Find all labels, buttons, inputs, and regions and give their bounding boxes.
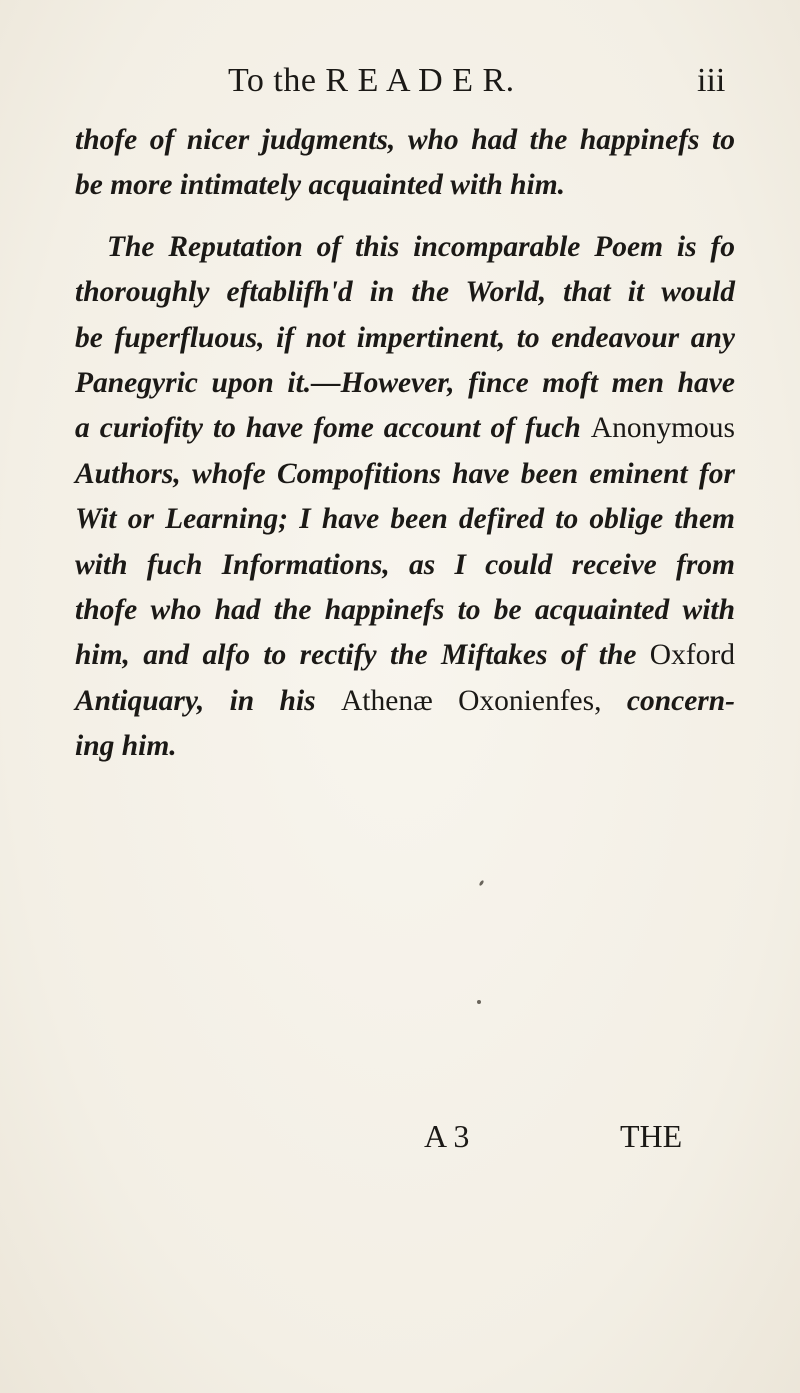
- catchword: THE: [620, 1118, 683, 1154]
- text-line-with-roman: [75, 406, 735, 451]
- text-line: Panegyric upon it.—However, fince moft men have: [75, 366, 735, 399]
- body-text: [75, 118, 735, 769]
- text-line: be more intimately acquainted with him.: [75, 169, 566, 202]
- roman-word: Athenæ Oxonienfes,: [341, 684, 602, 717]
- text-line: thofe of nicer judgments, who had the happinefs to: [75, 124, 735, 156]
- text-line: Authors, whofe Compofitions have been eminent for: [75, 457, 735, 490]
- page-footer: [0, 1118, 800, 1168]
- paragraph-gap: [75, 209, 735, 225]
- running-title: To the R E A D E R.: [228, 62, 515, 99]
- page-header: [0, 62, 800, 102]
- text-line: The Reputation of this incomparable Poem is fo: [107, 230, 735, 263]
- text-fragment: a curiofity to have fome account of fuch: [75, 412, 581, 445]
- text-line: be fuperfluous, if not impertinent, to endeavour any: [75, 321, 735, 354]
- ink-speck: [479, 880, 485, 887]
- roman-word: Oxford: [649, 639, 735, 672]
- page-number: iii: [697, 62, 726, 99]
- text-line: thofe who had the happinefs to be acquainted with: [75, 593, 735, 626]
- text-fragment: Antiquary, in his: [75, 684, 316, 717]
- text-line: ing him.: [75, 730, 177, 763]
- ink-speck: [477, 1000, 481, 1004]
- signature-mark: A 3: [424, 1118, 470, 1154]
- text-fragment: him, and alfo to rectify the Miftakes of the: [75, 639, 637, 672]
- text-fragment: concern-: [626, 684, 736, 717]
- text-line: with fuch Informations, as I could receive from: [75, 548, 735, 581]
- text-line: Wit or Learning; I have been defired to oblige them: [75, 503, 735, 536]
- text-line-with-roman: [75, 633, 735, 678]
- text-line-with-roman: [75, 679, 735, 724]
- roman-word: Anonymous: [590, 412, 735, 445]
- text-line: thoroughly eftablifh'd in the World, that it would: [75, 276, 735, 309]
